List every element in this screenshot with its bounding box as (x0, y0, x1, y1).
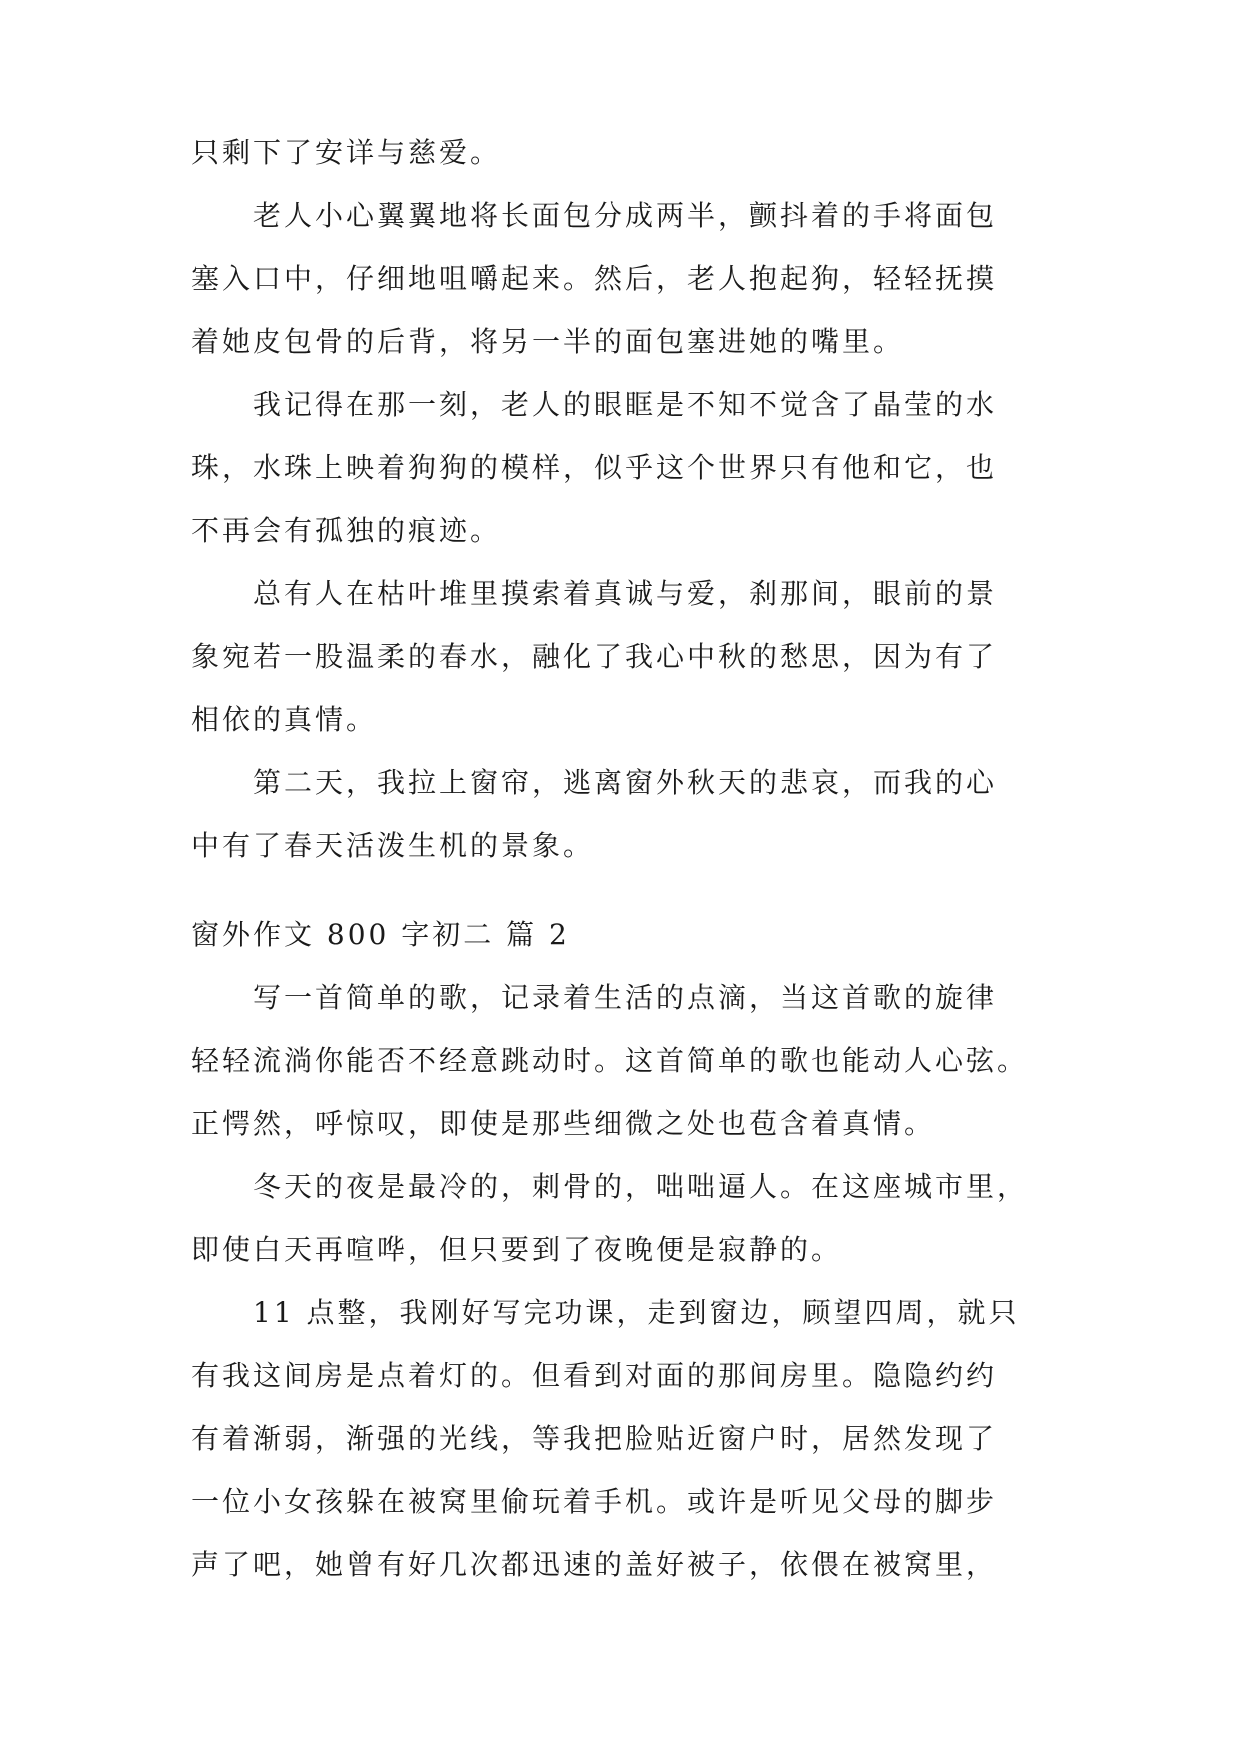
text-line: 冬天的夜是最冷的，刺骨的，咄咄逼人。在这座城市里， (253, 1170, 1029, 1203)
text-line: 第二天，我拉上窗帘，逃离窗外秋天的悲哀，而我的心 (253, 766, 998, 799)
text-line: 即使白天再喧哗，但只要到了夜晚便是寂静的。 (191, 1233, 843, 1266)
text-line: 只剩下了安详与慈爱。 (191, 136, 502, 169)
text-line: 轻轻流淌你能否不经意跳动时。这首简单的歌也能动人心弦。 (191, 1044, 1029, 1077)
text-line: 声了吧，她曾有好几次都迅速的盖好被子，依偎在被窝里， (191, 1548, 998, 1581)
text-line: 珠，水珠上映着狗狗的模样，似乎这个世界只有他和它，也 (191, 451, 998, 484)
section-heading: 窗外作文 800 字初二 篇 2 (191, 918, 570, 951)
text-line: 相依的真情。 (191, 703, 378, 736)
text-line: 老人小心翼翼地将长面包分成两半，颤抖着的手将面包 (253, 199, 998, 232)
section-2-body (191, 903, 1061, 1596)
text-line: 一位小女孩躲在被窝里偷玩着手机。或许是听见父母的脚步 (191, 1485, 998, 1518)
text-line: 11 点整，我刚好写完功课，走到窗边，顾望四周，就只 (253, 1296, 1020, 1329)
text-line: 有着渐弱，渐强的光线，等我把脸贴近窗户时，居然发现了 (191, 1422, 998, 1455)
text-line: 象宛若一股温柔的春水，融化了我心中秋的愁思，因为有了 (191, 640, 998, 673)
text-line: 塞入口中，仔细地咀嚼起来。然后，老人抱起狗，轻轻抚摸 (191, 262, 998, 295)
text-line: 我记得在那一刻，老人的眼眶是不知不觉含了晶莹的水 (253, 388, 998, 421)
text-line: 着她皮包骨的后背，将另一半的面包塞进她的嘴里。 (191, 325, 905, 358)
section-1-body (191, 121, 1061, 877)
text-line: 正愕然，呼惊叹，即使是那些细微之处也苞含着真情。 (191, 1107, 936, 1140)
text-line: 写一首简单的歌，记录着生活的点滴，当这首歌的旋律 (253, 981, 998, 1014)
text-line: 总有人在枯叶堆里摸索着真诚与爱，刹那间，眼前的景 (253, 577, 998, 610)
text-line: 不再会有孤独的痕迹。 (191, 514, 502, 547)
text-line: 中有了春天活泼生机的景象。 (191, 829, 595, 862)
text-line: 有我这间房是点着灯的。但看到对面的那间房里。隐隐约约 (191, 1359, 998, 1392)
